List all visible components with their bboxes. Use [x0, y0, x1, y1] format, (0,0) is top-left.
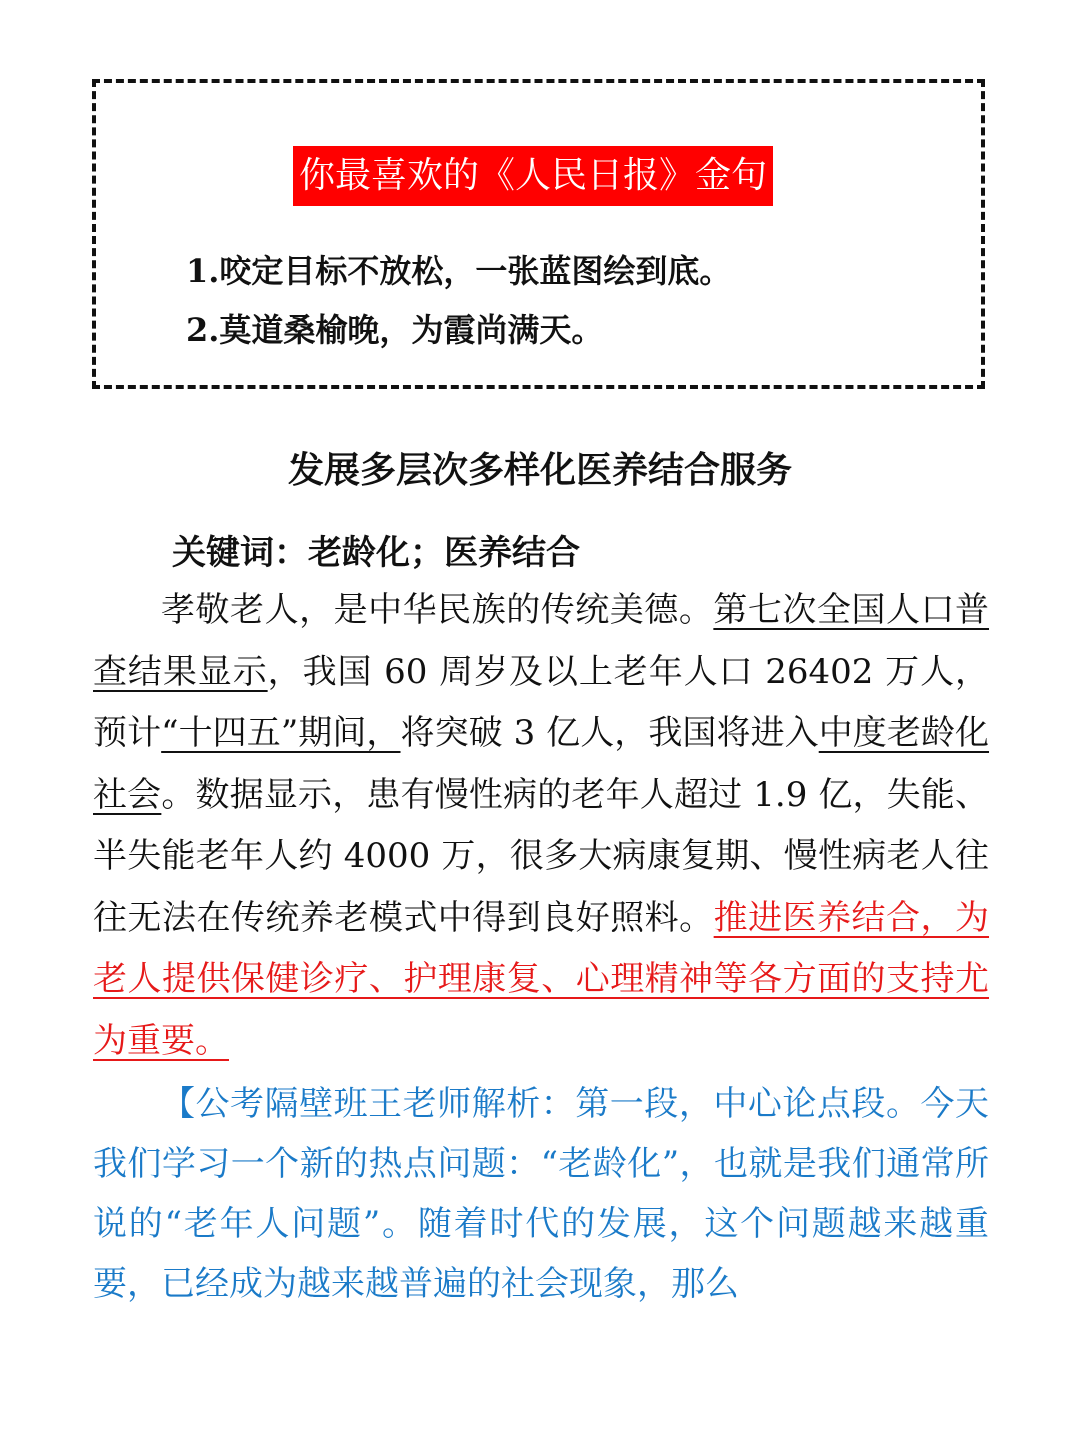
quote-item-1: 1.咬定目标不放松，一张蓝图绘到底。	[186, 252, 732, 290]
highlighted-thesis: 推进医养结合，为老人提供保健诊疗、护理康复、心理精神等各方面的支持尤为重要。	[93, 897, 990, 1061]
text-span: 。数据显示，患有慢性病的老年人超过 1.9 亿，失能、半失能老年人约 4000 万，很多大病康复期、慢性病老人往往无法在传统养老模式中得到良好照料。	[93, 774, 990, 938]
underlined-aging-society: 中度老龄化社会	[93, 713, 990, 815]
analysis-paragraph: 【公考隔壁班王老师解析：第一段，中心论点段。今天我们学习一个新的热点问题：“老龄化”，也就是我们通常所说的“老年人问题”。随着时代的发展，这个问题越来越重要，已经成为越来越普遍的社会现象，那么	[93, 1084, 989, 1304]
underlined-five-year-plan: “十四五”期间，	[161, 713, 401, 753]
main-paragraph	[93, 580, 989, 1072]
text-span: 孝敬老人，是中华民族的传统美德。	[161, 590, 714, 630]
text-span: 将突破 3 亿人，我国将进入	[400, 713, 819, 753]
article-title: 发展多层次多样化医养结合服务	[287, 450, 792, 491]
quote-title: 你最喜欢的《人民日报》金句	[293, 146, 773, 206]
keywords-line: 关键词：老龄化；医养结合	[172, 533, 580, 573]
text-span: ，我国 60 周岁及以上老年人口 26402 万人，预计	[93, 651, 989, 753]
quote-item-2: 2.莫道桑榆晚，为霞尚满天。	[186, 311, 604, 349]
underlined-census: 第七次全国人口普查结果显示	[93, 590, 990, 692]
